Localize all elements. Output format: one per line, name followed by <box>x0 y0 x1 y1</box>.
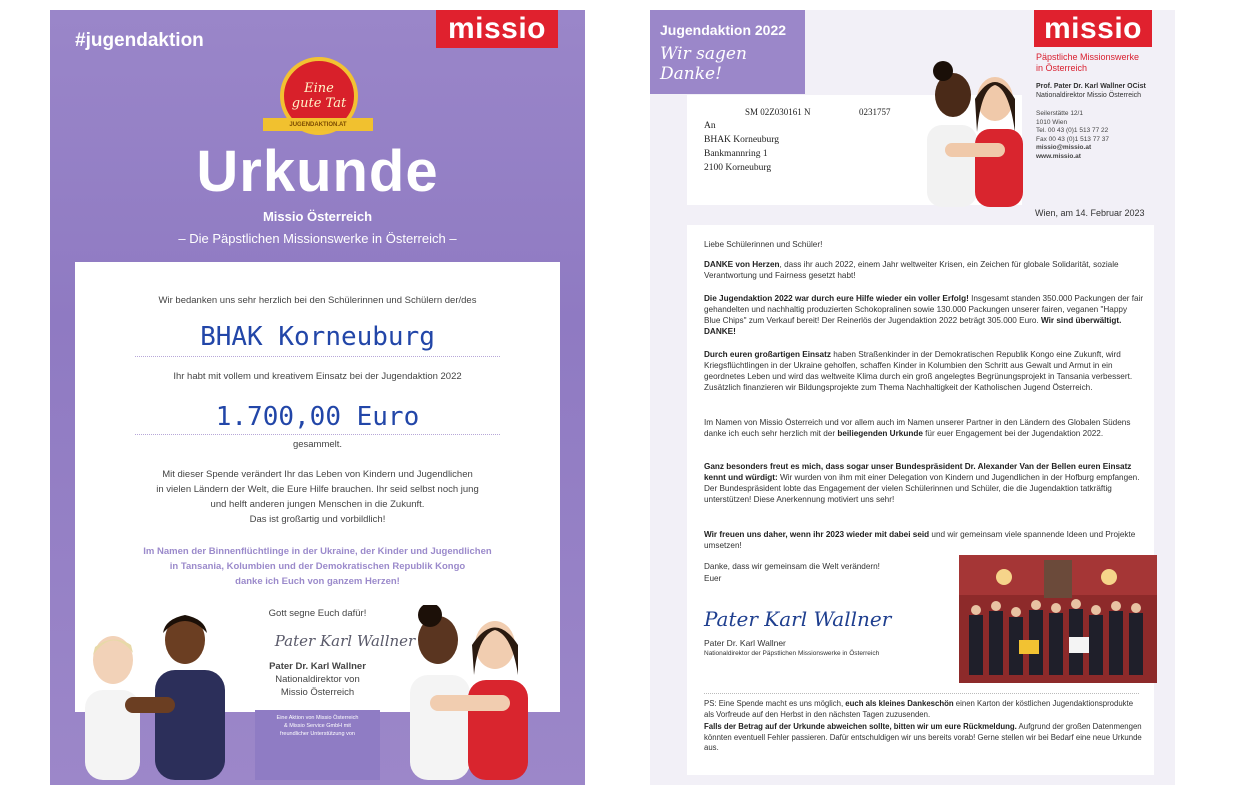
p1-bold: DANKE von Herzen <box>704 260 780 269</box>
director-role: Nationaldirektor Missio Österreich <box>1036 92 1142 99</box>
signer-name: Pater Dr. Karl Wallner <box>704 638 786 648</box>
blessing: Gott segne Euch dafür! <box>268 608 367 619</box>
signer-role: Nationaldirektor von <box>275 674 360 685</box>
address-line: BHAK Korneuburg <box>704 135 780 145</box>
contact-line: 1010 Wien <box>1036 118 1068 126</box>
paragraph-6 <box>704 529 1144 551</box>
impact-line: Mit dieser Spende verändert Ihr das Leben von Kindern und Jugendlichen <box>162 469 473 480</box>
amount: 1.700,00 Euro <box>215 402 420 432</box>
p6-text: und wir gemeinsam viele spannende Ideen und Projekte umsetzen! <box>704 530 1136 550</box>
ps-paragraph-2 <box>704 722 1144 754</box>
ps-text: PS: Eine Spende macht es uns möglich, <box>704 699 846 708</box>
p6-bold: Wir freuen uns daher, wenn ihr 2023 wieder mit dabei seid <box>704 530 930 539</box>
contact-line: www.missio.at <box>1036 152 1081 160</box>
director-name: Prof. Pater Dr. Karl Wallner OCist <box>1036 83 1146 90</box>
p2-bold: Die Jugendaktion 2022 war durch eure Hilfe wieder ein voller Erfolg! <box>704 294 969 303</box>
org-line: Päpstliche Missionswerke <box>1036 52 1140 62</box>
p5-bold: Ganz besonders freut es mich, dass sogar unser Bundespräsident Dr. Alexander Van der Bellen euren Einsatz kennt und würdigt: <box>704 462 1132 482</box>
seal-ribbon: JUGENDAKTION.AT <box>263 118 373 131</box>
dotted-line <box>135 356 500 357</box>
contact-line: Fax 00 43 (0)1 513 77 37 <box>1036 135 1109 143</box>
salutation: Liebe Schülerinnen und Schüler! <box>704 240 823 249</box>
effort-line: Ihr habt mit vollem und kreativem Einsatz bei der Jugendaktion 2022 <box>173 371 462 382</box>
hashtag: #jugendaktion <box>75 30 204 51</box>
serial-number-2: 0231757 <box>859 107 891 117</box>
org-subtitle: – Die Päpstlichen Missionswerke in Österreich – <box>178 231 457 246</box>
paragraph-1 <box>704 259 1144 281</box>
serial-number: SM 02Z030161 N <box>745 107 811 117</box>
p2-text: Insgesamt standen 350.000 Packungen der fair gehandelten und nachhaltig produzierten Schokopralinen sowie 130.000 Packungen unserer fairen, veganen "Happy Blue Chips" zum Verkauf bereit! Der Reinerlös der Jugendaktion 2022 beträgt 305.000 Euro. <box>704 294 1144 325</box>
footer-line: freundlicher Unterstützung von <box>280 731 355 737</box>
org-line: in Österreich <box>1036 63 1088 73</box>
p3-bold: Durch euren großartigen Einsatz <box>704 350 831 359</box>
signer-role: Missio Österreich <box>280 687 355 698</box>
paragraph-5 <box>704 461 1144 505</box>
missio-logo: missio <box>1034 10 1152 47</box>
signer-title: Nationaldirektor der Päpstlichen Missionswerke in Österreich <box>704 650 880 657</box>
address-line: 2100 Korneuburg <box>704 163 772 173</box>
letter-body <box>687 225 1154 775</box>
contact-line: Seilerstätte 12/1 <box>1036 110 1083 117</box>
contact-line: Tel. 00 43 (0)1 513 77 22 <box>1036 127 1109 134</box>
hugging-girls-photo <box>915 57 1025 207</box>
letter-date: Wien, am 14. Februar 2023 <box>1035 208 1145 218</box>
footer-sponsor-box <box>255 710 380 780</box>
org-name: Missio Österreich <box>262 209 373 224</box>
purple-line: danke ich Euch von ganzem Herzen! <box>235 576 400 587</box>
impact-line: Das ist großartig und vorbildlich! <box>249 514 386 525</box>
contact-line: missio@missio.at <box>1036 144 1092 151</box>
letter-header-title: Jugendaktion 2022 <box>660 22 787 38</box>
purple-line: Im Namen der Binnenflüchtlinge in der Ukraine, der Kinder und Jugendlichen <box>143 546 492 557</box>
purple-line: in Tansania, Kolumbien und der Demokratischen Republik Kongo <box>169 561 466 572</box>
address-block <box>687 95 1022 205</box>
signature: Pater Karl Wallner <box>704 607 892 631</box>
closing-line: Euer <box>704 574 722 583</box>
p2-bold-end: Wir sind überwältigt. DANKE! <box>704 316 1122 336</box>
signature: Pater Karl Wallner <box>274 632 416 650</box>
paragraph-4 <box>704 417 1144 439</box>
footer-line: Eine Aktion von Missio Österreich <box>276 715 359 721</box>
p4-text: Im Namen von Missio Österreich und vor allem auch im Namen unserer Partner in den Ländern des Globalen Südens danke ich euch sehr herzlich mit der <box>704 418 1131 438</box>
address-line: An <box>704 121 716 131</box>
kids-illustration-left <box>65 605 250 780</box>
letter-header-banner <box>650 10 805 94</box>
thanks-line: Wir bedanken uns sehr herzlich bei den Schülerinnen und Schülern der/des <box>158 295 477 306</box>
seal-line-2: gute Tat <box>291 96 347 111</box>
school-name: BHAK Korneuburg <box>200 322 435 352</box>
signer-name: Pater Dr. Karl Wallner <box>269 661 366 672</box>
closing-line: Danke, dass wir gemeinsam die Welt verändern! <box>704 562 880 571</box>
contact-block <box>1036 110 1109 161</box>
missio-logo: missio <box>436 10 558 48</box>
ps-bold: euch als kleines Dankeschön <box>845 699 954 708</box>
ps2-text: Aufgrund der großen Datenmengen könnten eventuell Fehler passieren. Dafür entschuldigen wir uns bereits vorab! Gerne stellen wir bei Bedarf eine neue Urkunde aus. <box>704 722 1142 752</box>
seal-line-1: Eine <box>304 81 334 96</box>
p4-text-end: für euer Engagement bei der Jugendaktion 2022. <box>922 429 1104 438</box>
p5-text: Wir wurden von ihm mit einer Delegation von Kindern und Jugendlichen in der Hofburg empfangen. Der Bundespräsident lobte das Engagement der vielen Schülerinnen und Schüler, die die Jugendaktion tatkräftig unterstützen! Diese Anerkennung motiviert uns sehr! <box>704 473 1140 504</box>
p3-text: haben Straßenkinder in der Demokratischen Republik Kongo eine Zukunft, wird Kriegsflüchtlingen in der Ukraine geholfen, schaffen Kinder in Kolumbien den Schritt aus Gewalt und Armut in ein geordnetes Leben und wird das weltweite Klima durch ein groß angelegtes Begrünungsprojekt in Tansania verbessert. Zusätzlich finanzieren wir Bildungsprojekte zum Thema Nachhaltigkeit der Katholischen Jugend Österreich. <box>704 350 1133 392</box>
impact-line: in vielen Ländern der Welt, die Eure Hilfe brauchen. Ihr seid selbst noch jung <box>156 484 479 495</box>
p4-bold: beiliegenden Urkunde <box>837 429 923 438</box>
hofburg-reception-photo <box>959 555 1157 683</box>
ps-text-rest: einen Karton der köstlichen Jugendaktionsprodukte als Vorfreude auf den Herbst in den nächsten Tagen zuzusenden. <box>704 699 1134 719</box>
letter-page <box>650 10 1175 785</box>
director-block <box>1036 82 1146 100</box>
footer-line: & Missio Service GmbH mit <box>284 723 351 729</box>
impact-line: und helft anderen jungen Menschen in die Zukunft. <box>210 499 425 510</box>
address-line: Bankmannring 1 <box>704 149 768 159</box>
collected: gesammelt. <box>292 439 343 450</box>
paragraph-2 <box>704 293 1144 337</box>
certificate-title: Urkunde <box>196 139 439 204</box>
dotted-line <box>135 434 500 435</box>
kids-illustration-right <box>390 605 540 780</box>
letter-header-script: Wir sagen Danke! <box>660 44 747 84</box>
p1-text: , dass ihr auch 2022, einem Jahr weltweiter Krisen, ein Zeichen für globale Solidarität, soziale Verantwortung und Fairness gesetzt habt! <box>704 260 1119 280</box>
ps-paragraph <box>704 699 1144 720</box>
paragraph-3 <box>704 349 1144 393</box>
certificate-page <box>50 10 585 785</box>
ps2-bold: Falls der Betrag auf der Urkunde abweichen sollte, bitten wir um eure Rückmeldung. <box>704 722 1017 731</box>
divider <box>704 693 1139 694</box>
org-name <box>1036 52 1139 74</box>
